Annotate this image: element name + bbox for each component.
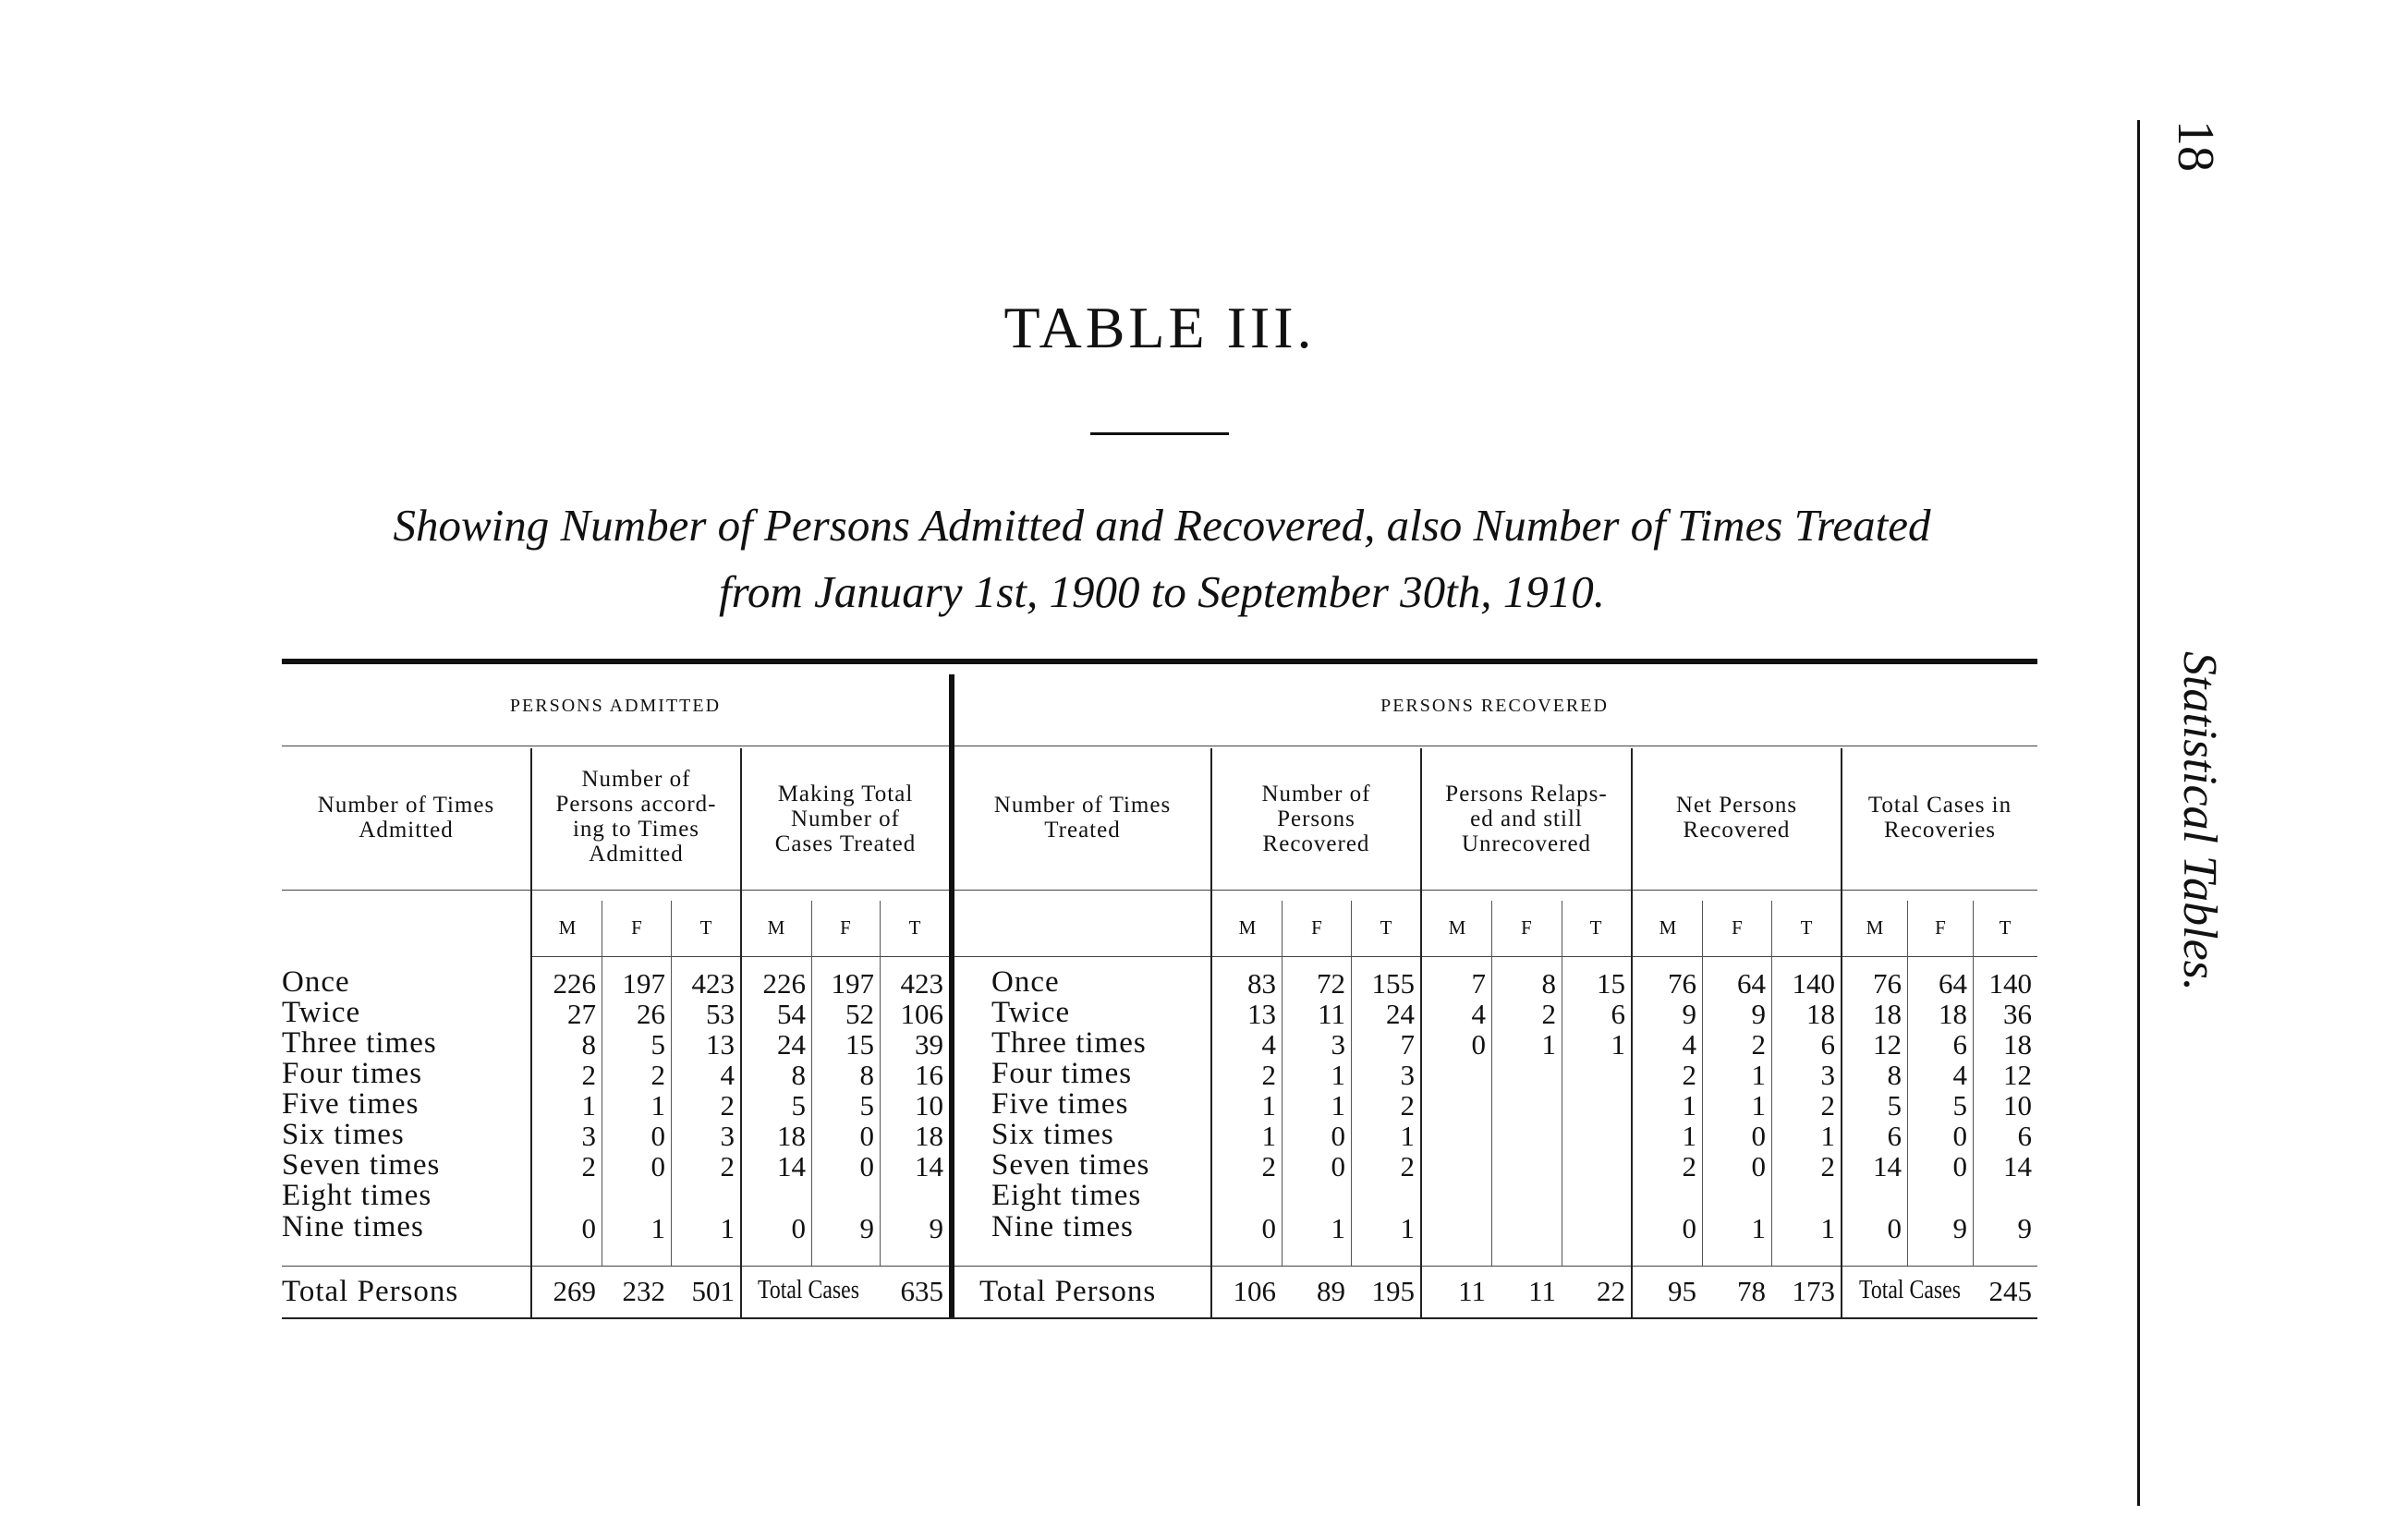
- treated-row-label: Seven times: [991, 1148, 1150, 1182]
- total-cell: 173: [1792, 1275, 1835, 1307]
- table-cell: 83: [1247, 967, 1276, 1000]
- subcolumn-divider: [1491, 901, 1492, 1266]
- table-cell: 1: [1331, 1089, 1345, 1122]
- table-cell: 1: [1541, 1028, 1556, 1061]
- table-cell: 2: [581, 1150, 596, 1182]
- table-cell: 10: [2003, 1089, 2032, 1122]
- table-cell: 18: [2003, 1028, 2032, 1061]
- subcolumn-divider: [1907, 901, 1908, 1266]
- total-cell: 635: [900, 1275, 943, 1307]
- table-cell: 6: [1820, 1028, 1835, 1061]
- table-cell: 72: [1317, 967, 1345, 1000]
- table-cell: 0: [1331, 1150, 1345, 1182]
- table-cell: 0: [581, 1212, 596, 1244]
- table-cell: 1: [1682, 1120, 1696, 1152]
- mft-header: M: [1238, 916, 1257, 939]
- admitted-row-label: Nine times: [282, 1210, 424, 1243]
- subcolumn-divider: [811, 901, 812, 1266]
- subtitle-line-2: from January 1st, 1900 to September 30th, 1910.: [718, 566, 1606, 617]
- table-cell: 0: [1682, 1212, 1696, 1244]
- table-cell: 1: [1682, 1089, 1696, 1122]
- treated-row-label: Five times: [991, 1087, 1129, 1121]
- table-cell: 0: [1952, 1150, 1967, 1182]
- table-cell: 2: [1820, 1150, 1835, 1182]
- subcolumn-divider: [880, 901, 881, 1266]
- treated-row-label: Twice: [991, 996, 1071, 1029]
- mft-header: F: [1935, 916, 1946, 939]
- table-cell: 24: [777, 1028, 806, 1061]
- table-cell: 76: [1873, 967, 1902, 1000]
- mft-header: T: [1800, 916, 1813, 939]
- mft-header: F: [840, 916, 851, 939]
- table-cell: 15: [845, 1028, 874, 1061]
- table-cell: 3: [1331, 1028, 1345, 1061]
- mft-header: T: [1589, 916, 1602, 939]
- subcolumn-divider: [1702, 901, 1703, 1266]
- table-cell: 76: [1668, 967, 1696, 1000]
- table-cell: 1: [1611, 1028, 1625, 1061]
- table-cell: 2: [1261, 1150, 1276, 1182]
- table-cell: 2: [1751, 1028, 1766, 1061]
- admitted-row-label: Six times: [282, 1118, 405, 1151]
- treated-row-label: Six times: [991, 1118, 1114, 1151]
- mft-header: M: [1866, 916, 1884, 939]
- table-cell: 54: [777, 998, 806, 1030]
- table-cell: 1: [581, 1089, 596, 1122]
- table-cell: 2: [720, 1150, 735, 1182]
- admitted-row-label: Five times: [282, 1087, 419, 1121]
- table-cell: 0: [859, 1150, 874, 1182]
- mft-header: M: [767, 916, 785, 939]
- table-cell: 14: [1873, 1150, 1902, 1182]
- total-cell: 11: [1458, 1275, 1486, 1307]
- table-cell: 2: [1261, 1059, 1276, 1091]
- table-cell: 14: [915, 1150, 943, 1182]
- total-cell: 501: [691, 1275, 735, 1307]
- total-cell: 195: [1371, 1275, 1415, 1307]
- table-cell: 1: [1820, 1120, 1835, 1152]
- header-relapsed: Persons Relaps- ed and still Unrecovered: [1445, 782, 1608, 856]
- table-cell: 6: [1887, 1120, 1902, 1152]
- table-cell: 5: [791, 1089, 806, 1122]
- table-cell: 5: [1887, 1089, 1902, 1122]
- table-cell: 0: [859, 1120, 874, 1152]
- table-cell: 8: [1541, 967, 1556, 1000]
- treated-row-label: Eight times: [991, 1179, 1142, 1212]
- section-recovered-heading: PERSONS RECOVERED: [1380, 696, 1609, 716]
- mft-header: T: [908, 916, 921, 939]
- table-cell: 1: [1400, 1120, 1415, 1152]
- mft-header: T: [1999, 916, 2012, 939]
- table-cell: 12: [2003, 1059, 2032, 1091]
- table-cell: 140: [1792, 967, 1835, 1000]
- total-cell: 11: [1528, 1275, 1556, 1307]
- header-cases-recoveries: Total Cases in Recoveries: [1867, 793, 2012, 843]
- subtitle-line-1: Showing Number of Persons Admitted and Recovered, also Number of Times Treated: [393, 500, 1931, 551]
- table-cell: 4: [1471, 998, 1486, 1030]
- table-cell: 2: [1400, 1150, 1415, 1182]
- section-divider: [949, 674, 954, 1317]
- table-cell: 0: [1751, 1150, 1766, 1182]
- table-cell: 3: [720, 1120, 735, 1152]
- table-cell: 0: [650, 1150, 665, 1182]
- table-cell: 6: [1611, 998, 1625, 1030]
- table-cell: 2: [1682, 1150, 1696, 1182]
- table-cell: 2: [1400, 1089, 1415, 1122]
- table-cell: 5: [1952, 1089, 1967, 1122]
- table-cell: 9: [859, 1212, 874, 1244]
- table-cell: 423: [900, 967, 943, 1000]
- table-cell: 1: [1751, 1059, 1766, 1091]
- total-persons-recovered-label: Total Persons: [979, 1275, 1157, 1308]
- table-cell: 4: [720, 1059, 735, 1091]
- mft-header: F: [1311, 916, 1322, 939]
- table-cell: 140: [1988, 967, 2032, 1000]
- table-cell: 155: [1371, 967, 1415, 1000]
- table-cell: 13: [706, 1028, 735, 1061]
- table-cell: 0: [1751, 1120, 1766, 1152]
- table-cell: 11: [1318, 998, 1345, 1030]
- total-cases-recoveries-label: Total Cases: [1859, 1275, 1961, 1304]
- total-persons-admitted-label: Total Persons: [282, 1275, 459, 1308]
- mft-header: M: [558, 916, 577, 939]
- page-number: 18: [2167, 120, 2224, 172]
- admitted-row-label: Once: [282, 965, 350, 999]
- header-net-recovered: Net Persons Recovered: [1675, 793, 1798, 843]
- table-cell: 9: [1952, 1212, 1967, 1244]
- table-cell: 5: [650, 1028, 665, 1061]
- mft-header: T: [1380, 916, 1392, 939]
- subcolumn-divider: [1282, 901, 1283, 1266]
- table-cell: 36: [2003, 998, 2032, 1030]
- mft-header: M: [1659, 916, 1677, 939]
- table-cell: 0: [1331, 1120, 1345, 1152]
- header-making-total: Making Total Number of Cases Treated: [774, 782, 917, 856]
- table-cell: 8: [791, 1059, 806, 1091]
- table-cell: 0: [1261, 1212, 1276, 1244]
- table-cell: 64: [1737, 967, 1766, 1000]
- table-cell: 1: [1820, 1212, 1835, 1244]
- table-cell: 1: [1331, 1212, 1345, 1244]
- subcolumn-divider: [1771, 901, 1772, 1266]
- treated-row-label: Once: [991, 965, 1060, 999]
- table-cell: 226: [553, 967, 596, 1000]
- total-cell: 106: [1233, 1275, 1276, 1307]
- table-cell: 18: [1873, 998, 1902, 1030]
- table-cell: 7: [1471, 967, 1486, 1000]
- treated-row-label: Three times: [991, 1026, 1147, 1060]
- table-cell: 16: [915, 1059, 943, 1091]
- table-cell: 9: [1751, 998, 1766, 1030]
- table-cell: 8: [859, 1059, 874, 1091]
- table-cell: 64: [1939, 967, 1967, 1000]
- table-cell: 0: [1887, 1212, 1902, 1244]
- table-cell: 3: [1400, 1059, 1415, 1091]
- table-cell: 106: [900, 998, 943, 1030]
- table-cell: 4: [1952, 1059, 1967, 1091]
- table-cell: 1: [1331, 1059, 1345, 1091]
- table-top-rule: [282, 659, 2037, 664]
- table-cell: 7: [1400, 1028, 1415, 1061]
- table-cell: 4: [1682, 1028, 1696, 1061]
- table-cell: 0: [1471, 1028, 1486, 1061]
- mft-header: F: [1732, 916, 1743, 939]
- table-cell: 10: [915, 1089, 943, 1122]
- table-cell: 3: [1820, 1059, 1835, 1091]
- table-cell: 8: [1887, 1059, 1902, 1091]
- mft-header: M: [1448, 916, 1466, 939]
- header-times-admitted: Number of Times Admitted: [317, 793, 495, 843]
- subcolumn-divider: [671, 901, 672, 1266]
- table-cell: 4: [1261, 1028, 1276, 1061]
- table-cell: 9: [929, 1212, 943, 1244]
- table-cell: 53: [706, 998, 735, 1030]
- mft-header: T: [699, 916, 712, 939]
- table-cell: 3: [581, 1120, 596, 1152]
- table-cell: 14: [777, 1150, 806, 1182]
- table-cell: 2: [1682, 1059, 1696, 1091]
- totals-rule: [282, 1266, 2037, 1267]
- total-cell: 269: [553, 1275, 596, 1307]
- table-cell: 1: [650, 1089, 665, 1122]
- table-cell: 0: [791, 1212, 806, 1244]
- header-times-treated: Number of Times Treated: [993, 793, 1172, 843]
- table-cell: 1: [1261, 1120, 1276, 1152]
- table-cell: 1: [1751, 1089, 1766, 1122]
- table-cell: 27: [567, 998, 596, 1030]
- table-cell: 15: [1597, 967, 1625, 1000]
- table-cell: 18: [1939, 998, 1967, 1030]
- table-cell: 18: [777, 1120, 806, 1152]
- mft-header: F: [1521, 916, 1532, 939]
- section-admitted-heading: PERSONS ADMITTED: [509, 696, 722, 716]
- table-cell: 14: [2003, 1150, 2032, 1182]
- total-cell: 95: [1668, 1275, 1696, 1307]
- admitted-row-label: Twice: [282, 996, 361, 1029]
- table-cell: 1: [720, 1212, 735, 1244]
- mft-header: F: [631, 916, 642, 939]
- treated-row-label: Four times: [991, 1057, 1133, 1090]
- admitted-row-label: Eight times: [282, 1179, 432, 1212]
- table-cell: 39: [915, 1028, 943, 1061]
- table-cell: 0: [650, 1120, 665, 1152]
- header-persons-according: Number of Persons accord- ing to Times Admitted: [555, 767, 717, 867]
- table-cell: 2: [1820, 1089, 1835, 1122]
- table-cell: 6: [1952, 1028, 1967, 1061]
- subcolumn-divider: [1351, 901, 1352, 1266]
- table-cell: 226: [762, 967, 806, 1000]
- table-cell: 2: [720, 1089, 735, 1122]
- table-title: TABLE III.: [1003, 295, 1316, 360]
- table-cell: 18: [915, 1120, 943, 1152]
- table-cell: 1: [650, 1212, 665, 1244]
- subcolumn-divider: [1973, 901, 1974, 1266]
- table-cell: 423: [691, 967, 735, 1000]
- table-cell: 1: [1751, 1212, 1766, 1244]
- table-cell: 0: [1952, 1120, 1967, 1152]
- table-cell: 24: [1386, 998, 1415, 1030]
- table-bottom-rule: [282, 1317, 2037, 1319]
- total-cell: 78: [1737, 1275, 1766, 1307]
- table-cell: 26: [637, 998, 665, 1030]
- table-cell: 8: [581, 1028, 596, 1061]
- table-cell: 2: [1541, 998, 1556, 1030]
- table-cell: 6: [2017, 1120, 2032, 1152]
- header-rule: [282, 890, 2037, 891]
- side-title: Statistical Tables.: [2173, 651, 2226, 991]
- total-cell: 232: [622, 1275, 665, 1307]
- table-cell: 197: [831, 967, 874, 1000]
- table-cell: 18: [1806, 998, 1835, 1030]
- total-cases-treated-label: Total Cases: [758, 1275, 859, 1304]
- table-cell: 2: [650, 1059, 665, 1091]
- table-cell: 12: [1873, 1028, 1902, 1061]
- total-cell: 245: [1988, 1275, 2032, 1307]
- admitted-row-label: Four times: [282, 1057, 423, 1090]
- table-cell: 5: [859, 1089, 874, 1122]
- mft-rule: [531, 956, 2037, 957]
- table-cell: 197: [622, 967, 665, 1000]
- table-cell: 2: [581, 1059, 596, 1091]
- table-cell: 1: [1261, 1089, 1276, 1122]
- table-cell: 9: [1682, 998, 1696, 1030]
- total-cell: 89: [1317, 1275, 1345, 1307]
- header-persons-recovered: Number of Persons Recovered: [1261, 782, 1371, 856]
- admitted-row-label: Three times: [282, 1026, 437, 1060]
- treated-row-label: Nine times: [991, 1210, 1134, 1243]
- table-cell: 1: [1400, 1212, 1415, 1244]
- total-cell: 22: [1597, 1275, 1625, 1307]
- admitted-row-label: Seven times: [282, 1148, 441, 1182]
- table-cell: 52: [845, 998, 874, 1030]
- table-cell: 9: [2017, 1212, 2032, 1244]
- table-cell: 13: [1247, 998, 1276, 1030]
